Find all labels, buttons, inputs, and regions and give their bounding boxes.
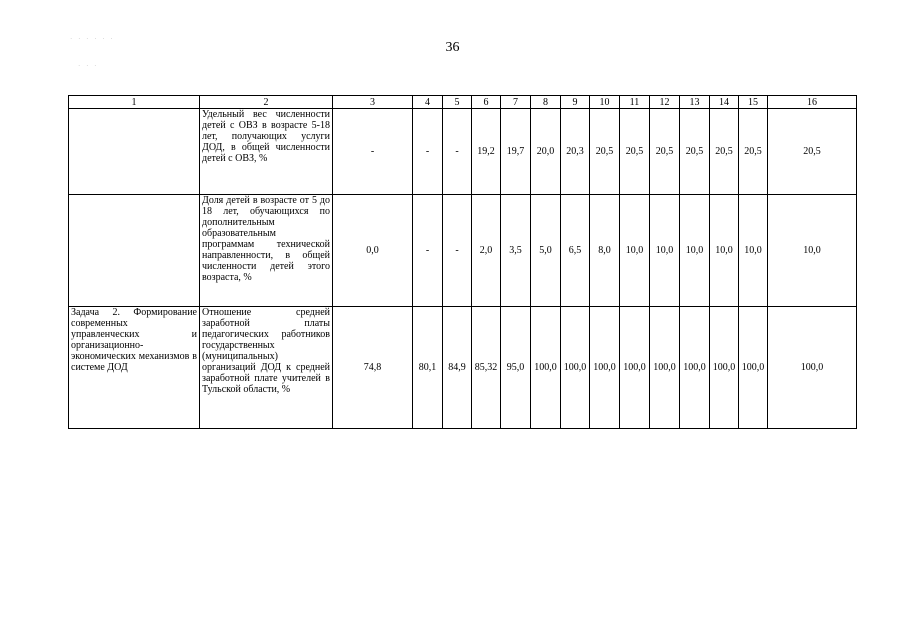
column-header: 2 [200,96,333,109]
value-cell: 100,0 [650,307,680,429]
value-cell: 10,0 [768,195,857,307]
column-header: 10 [590,96,620,109]
table-row [69,195,857,307]
value-cell: 10,0 [650,195,680,307]
value-cell: 84,9 [443,307,472,429]
indicator-cell: Отношение средней заработной платы педагогических работников государственных (муниципальных) организаций ДОД к средней заработной плате учителей в Тульской области, % [200,307,333,429]
value-cell: 100,0 [620,307,650,429]
value-cell: 20,3 [561,109,590,195]
value-cell: 8,0 [590,195,620,307]
indicator-cell: Удельный вес численности детей с ОВЗ в возрасте 5-18 лет, получающих услуги ДОД, в общей численности детей с ОВЗ, % [200,109,333,195]
value-cell: - [443,109,472,195]
column-header: 12 [650,96,680,109]
scan-artifact-mark: · · · · · · [70,35,115,43]
column-header: 4 [413,96,443,109]
value-cell: 20,5 [620,109,650,195]
value-cell: 10,0 [710,195,739,307]
column-header: 8 [531,96,561,109]
column-header: 13 [680,96,710,109]
table-header-row [69,96,857,109]
value-cell: 6,5 [561,195,590,307]
value-cell: 3,5 [501,195,531,307]
column-header: 5 [443,96,472,109]
value-cell: 0,0 [333,195,413,307]
value-cell: 100,0 [561,307,590,429]
value-cell: 100,0 [680,307,710,429]
table-row [69,307,857,429]
task-cell [69,109,200,195]
scan-artifact-mark: · · · [78,62,99,70]
value-cell: - [443,195,472,307]
value-cell: 20,5 [739,109,768,195]
value-cell: 100,0 [768,307,857,429]
column-header: 11 [620,96,650,109]
column-header: 15 [739,96,768,109]
value-cell: 100,0 [590,307,620,429]
value-cell: 20,5 [680,109,710,195]
column-header: 7 [501,96,531,109]
value-cell: 10,0 [680,195,710,307]
value-cell: 20,5 [710,109,739,195]
task-cell: Задача 2. Формирование современных управленческих и организационно-экономических механизмов в системе ДОД [69,307,200,429]
column-header: 1 [69,96,200,109]
value-cell: - [333,109,413,195]
value-cell: 100,0 [739,307,768,429]
value-cell: 20,5 [768,109,857,195]
value-cell: 19,2 [472,109,501,195]
value-cell: 20,5 [650,109,680,195]
value-cell: 20,5 [590,109,620,195]
value-cell: 85,32 [472,307,501,429]
column-header: 9 [561,96,590,109]
value-cell: 95,0 [501,307,531,429]
value-cell: 19,7 [501,109,531,195]
value-cell: 80,1 [413,307,443,429]
value-cell: 74,8 [333,307,413,429]
value-cell: 20,0 [531,109,561,195]
indicator-cell: Доля детей в возрасте от 5 до 18 лет, обучающихся по дополнительным образовательным программам технической направленности, в общей численности детей этого возраста, % [200,195,333,307]
value-cell: 10,0 [620,195,650,307]
page-number: 36 [445,40,460,55]
column-header: 3 [333,96,413,109]
value-cell: - [413,195,443,307]
value-cell: 100,0 [710,307,739,429]
indicator-table [68,95,857,429]
value-cell: 2,0 [472,195,501,307]
table-row [69,109,857,195]
value-cell: - [413,109,443,195]
value-cell: 5,0 [531,195,561,307]
value-cell: 100,0 [531,307,561,429]
task-cell [69,195,200,307]
value-cell: 10,0 [739,195,768,307]
column-header: 14 [710,96,739,109]
column-header: 16 [768,96,857,109]
column-header: 6 [472,96,501,109]
